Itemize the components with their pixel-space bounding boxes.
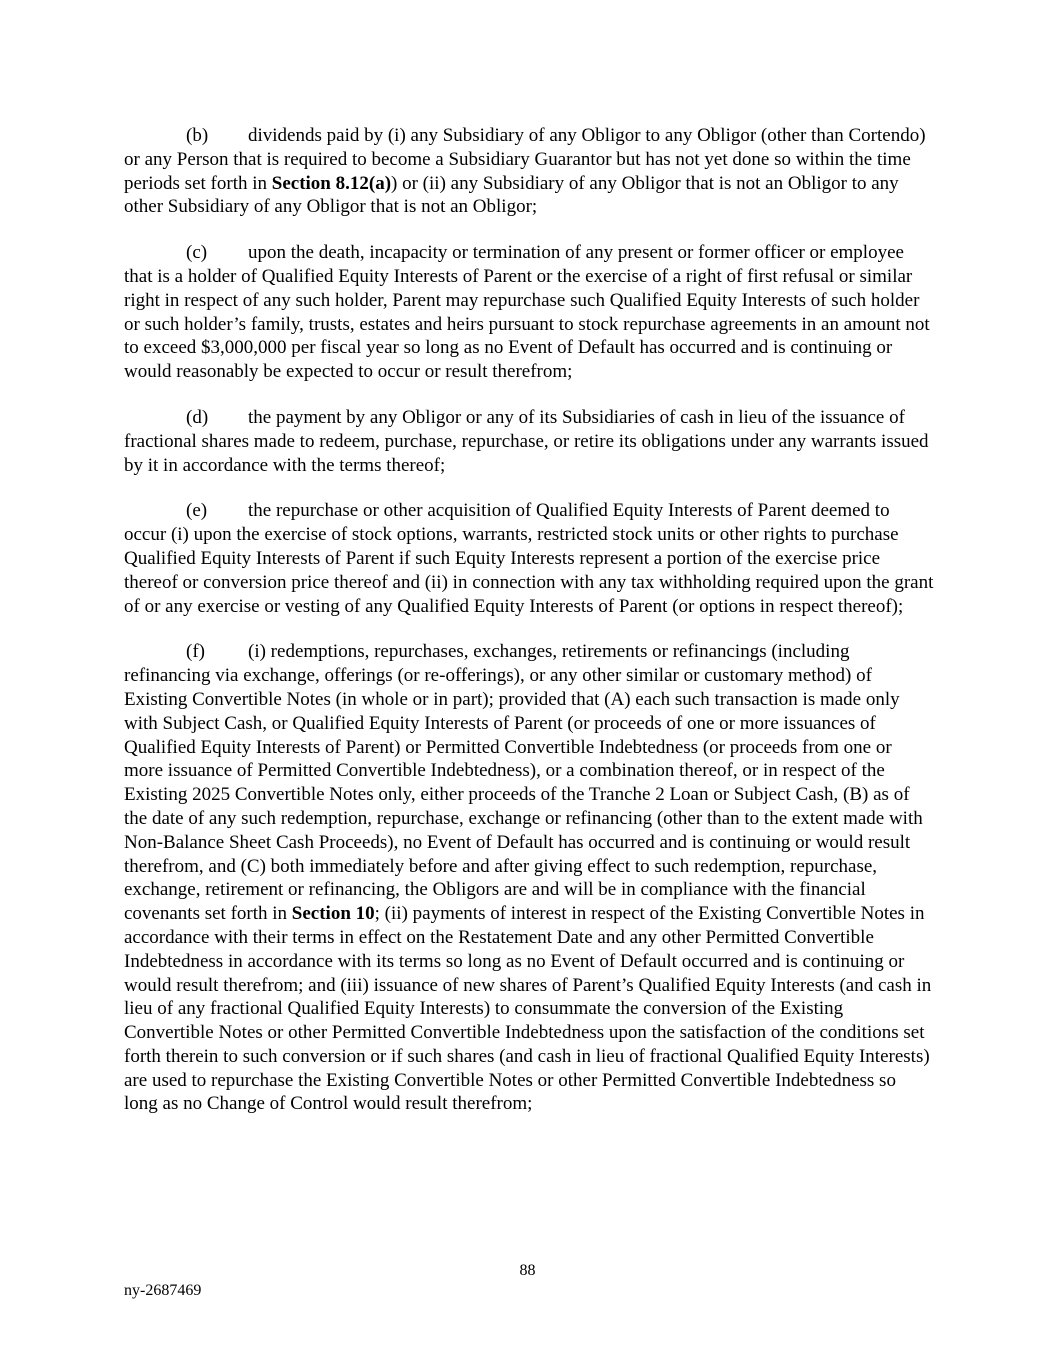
paragraph-text: upon the death, incapacity or termination of any present or former officer or employee that is a holder of Qualified Equity Interests of Parent or the exercise of a right of first refusal or similar right in respect of any such holder, Parent may repurchase such Qualified Equity Interests of such holder or such holder’s family, trusts, estates and heirs pursuant to stock repurchase agreements in an amount not to exceed $3,000,000 per fiscal year so long as no Event of Default has occurred and is continuing or would reasonably be expected to occur or result therefrom; [124,242,930,383]
paragraph-c [124,241,934,384]
document-id: ny-2687469 [124,1282,202,1299]
paragraph-text: ) or (ii) any Subsidiary of any Obligor that is not an Obligor to any other Subsidiary of any Obligor that is not an Obligor; [124,172,899,218]
paragraph-text: the repurchase or other acquisition of Qualified Equity Interests of Parent deemed to occur (i) upon the exercise of stock options, warrants, restricted stock units or other rights to purchase Qualified Equity Interests of Parent if such Equity Interests represent a portion of the exercise price thereof or conversion price thereof and (ii) in connection with any tax withholding required upon the grant of or any exercise or vesting of any Qualified Equity Interests of Parent (or options in respect thereof); [124,500,934,617]
paragraph-label: (e) [186,500,208,522]
paragraph-d [124,406,934,477]
paragraph-label: (f) [186,641,205,663]
paragraph-label: (c) [186,242,208,264]
section-reference: Section 8.12(a) [271,172,392,194]
paragraph-label: (b) [186,125,209,146]
paragraph-e [124,499,934,618]
paragraph-label: (d) [186,406,209,428]
paragraph-text: dividends paid by (i) any Subsidiary of any Obligor to any Obligor (other than Cortendo) or any Person that is required to become a Subsidiary Guarantor but has not yet done so within the time periods set forth in [124,125,926,194]
section-reference: Section 10 [291,903,375,925]
document-body [124,124,934,1138]
paragraph-text: ; (ii) payments of interest in respect of the Existing Convertible Notes in accordance with their terms in effect on the Restatement Date and any other Permitted Convertible Indebtedness in accordance with its terms so long as no Event of Default occurred and is continuing or would result therefrom; and (iii) issuance of new shares of Parent’s Qualified Equity Interests (and cash in lieu of any fractional Qualified Equity Interests) to consummate the conversion of the Existing Convertible Notes or other Permitted Convertible Indebtedness upon the satisfaction of the conditions set forth therein to such conversion or if such shares (and cash in lieu of fractional Qualified Equity Interests) are used to repurchase the Existing Convertible Notes or other Permitted Convertible Indebtedness so long as no Change of Control would result therefrom; [124,903,932,1115]
paragraph-f [124,640,934,1116]
page-number: 88 [519,1262,536,1279]
paragraph-b [124,124,934,219]
paragraph-text: the payment by any Obligor or any of its Subsidiaries of cash in lieu of the issuance of fractional shares made to redeem, purchase, repurchase, or retire its obligations under any warrants issued by it in accordance with the terms thereof; [124,406,929,476]
paragraph-text: (i) redemptions, repurchases, exchanges, retirements or refinancings (including refinancing via exchange, offerings (or re-offerings), or any other similar or customary method) of Existing Convertible Notes (in whole or in part); provided that (A) each such transaction is made only with Subject Cash, or Qualified Equity Interests of Parent (or proceeds of one or more issuances of Qualified Equity Interests of Parent) or Permitted Convertible Indebtedness (or proceeds from one or more issuance of Permitted Convertible Indebtedness), or a combination thereof, or in respect of the Existing 2025 Convertible Notes only, either proceeds of the Tranche 2 Loan or Subject Cash, (B) as of the date of any such redemption, repurchase, exchange or refinancing (other than to the extent made with Non-Balance Sheet Cash Proceeds), no Event of Default has occurred and is continuing or would result therefrom, and (C) both immediately before and after giving effect to such redemption, repurchase, exchange, retirement or refinancing, the Obligors are and will be in compliance with the financial covenants set forth in [124,641,923,925]
